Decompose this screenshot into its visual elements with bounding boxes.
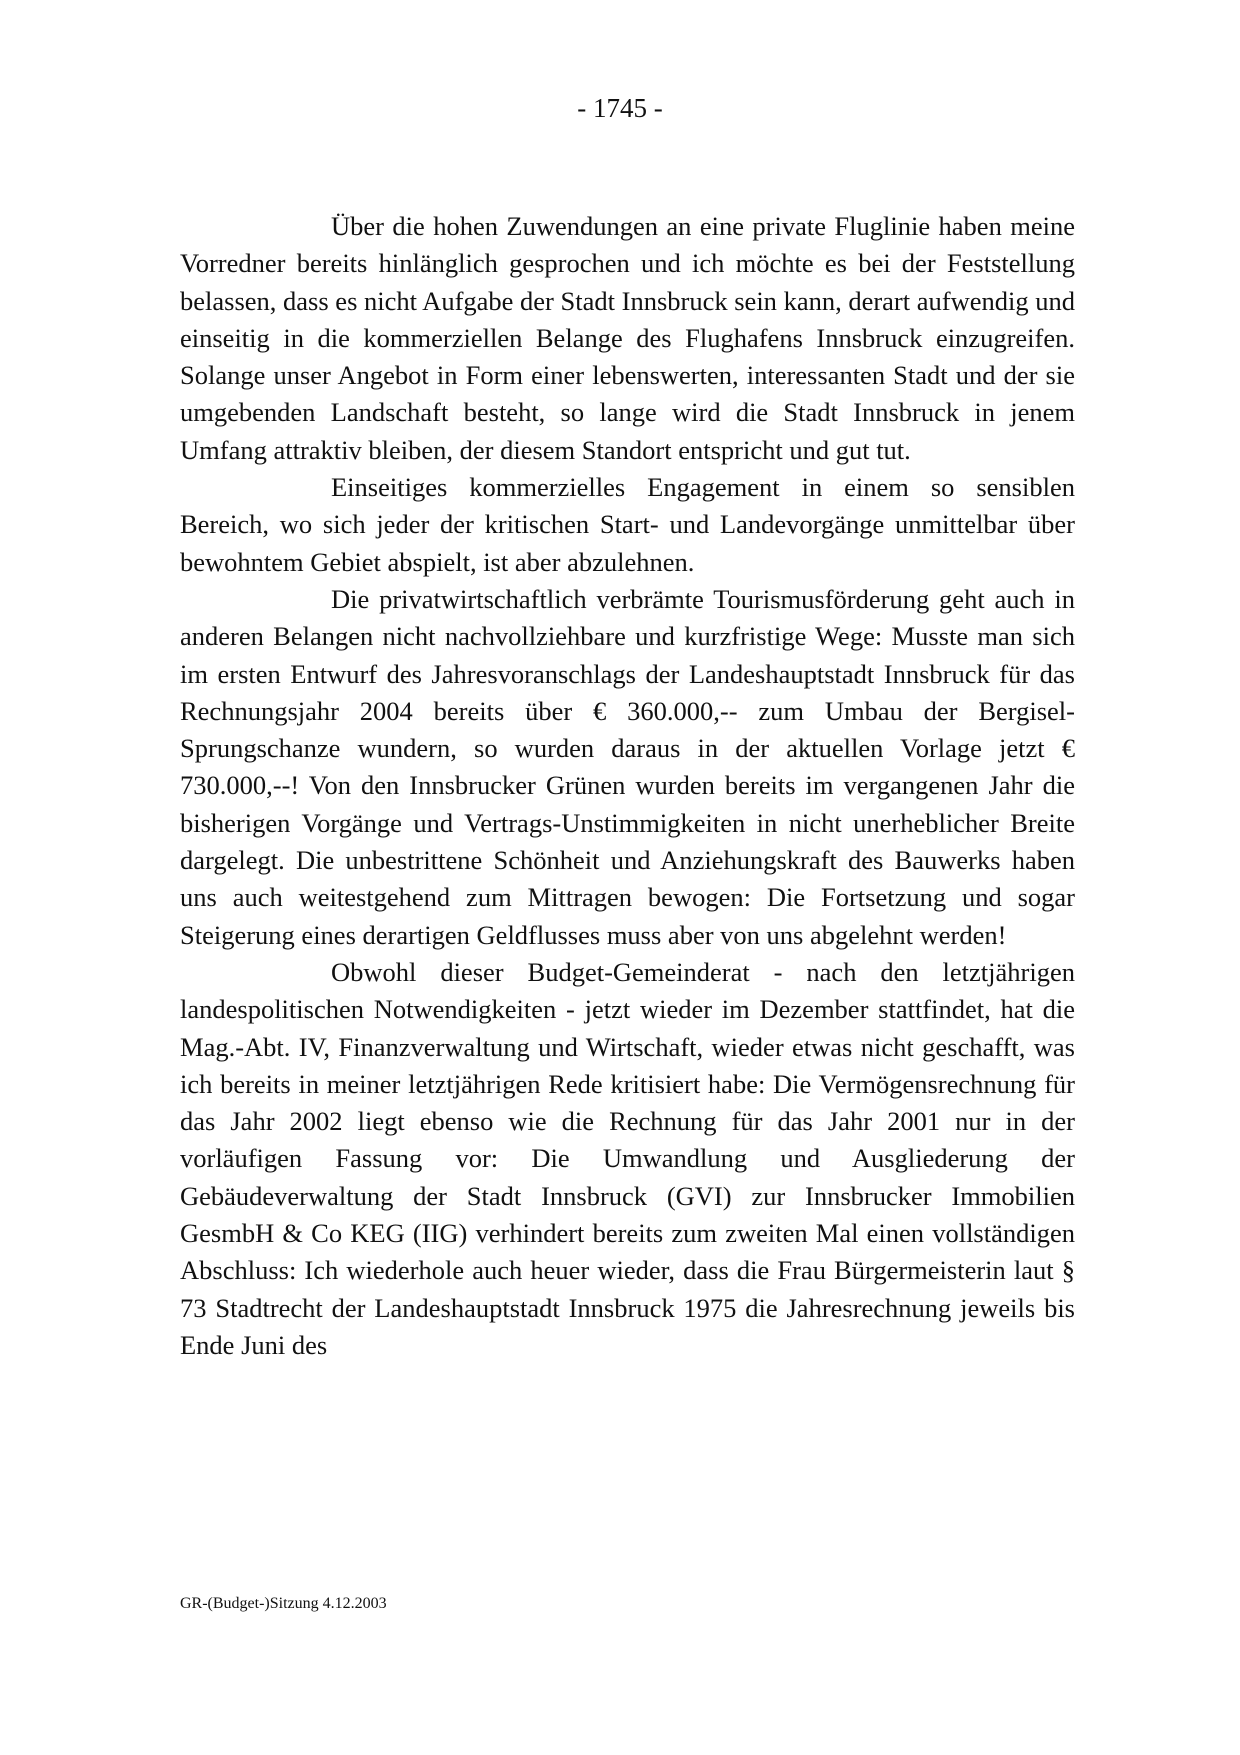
paragraph: Obwohl dieser Budget-Gemeinderat - nach den letztjährigen landespolitischen Notwendigkeiten - jetzt wieder im Dezember stattfindet, hat die Mag.-Abt. IV, Finanzverwaltung und Wirtschaft, wieder etwas nicht geschafft, was ich bereits in meiner letztjährigen Rede kritisiert habe: Die Vermögensrechnung für das Jahr 2002 liegt ebenso wie die Rechnung für das Jahr 2001 nur in der vorläufigen Fassung vor: Die Umwandlung und Ausgliederung der Gebäudeverwaltung der Stadt Innsbruck (GVI) zur Innsbrucker Immobilien GesmbH & Co KEG (IIG) verhindert bereits zum zweiten Mal einen vollständigen Abschluss: Ich wiederhole auch heuer wieder, dass die Frau Bürgermeisterin laut § 73 Stadtrecht der Landeshauptstadt Innsbruck 1975 die Jahresrechnung jeweils bis Ende Juni des xyxy=(180,956,1075,1360)
paragraph: Die privatwirtschaftlich verbrämte Tourismusförderung geht auch in anderen Belangen nicht nachvollziehbare und kurzfristige Wege: Musste man sich im ersten Entwurf des Jahresvoranschlags der Landeshauptstadt Innsbruck für das Rechnungsjahr 2004 bereits über € 360.000,-- zum Umbau der Bergisel-Sprungschanze wundern, so wurden daraus in der aktuellen Vorlage jetzt € 730.000,--! Von den Innsbrucker Grünen wurden bereits im vergangenen Jahr die bisherigen Vorgänge und Vertrags-Unstimmigkeiten in nicht unerheblicher Breite dargelegt. Die unbestrittene Schönheit und Anziehungskraft des Bauwerks haben uns auch weitestgehend zum Mittragen bewogen: Die Fortsetzung und sogar Steigerung eines derartigen Geldflusses muss aber von uns abgelehnt werden! xyxy=(180,583,1075,950)
page-number: - 1745 - xyxy=(577,93,663,123)
footer-session: GR-(Budget-)Sitzung 4.12.2003 xyxy=(180,1595,387,1612)
body-text xyxy=(180,208,1075,1364)
paragraph: Einseitiges kommerzielles Engagement in einem so sensiblen Bereich, wo sich jeder der kritischen Start- und Landevorgänge unmittelbar über bewohntem Gebiet abspielt, ist aber abzulehnen. xyxy=(180,472,1075,577)
paragraph: Über die hohen Zuwendungen an eine private Fluglinie haben meine Vorredner bereits hinlänglich gesprochen und ich möchte es bei der Feststellung belassen, dass es nicht Aufgabe der Stadt Innsbruck sein kann, derart aufwendig und einseitig in die kommerziellen Belange des Flughafens Innsbruck einzugreifen. Solange unser Angebot in Form einer lebenswerten, interessanten Stadt und der sie umgebenden Landschaft besteht, so lange wird die Stadt Innsbruck in jenem Umfang attraktiv bleiben, der diesem Standort entspricht und gut tut. xyxy=(180,211,1075,465)
